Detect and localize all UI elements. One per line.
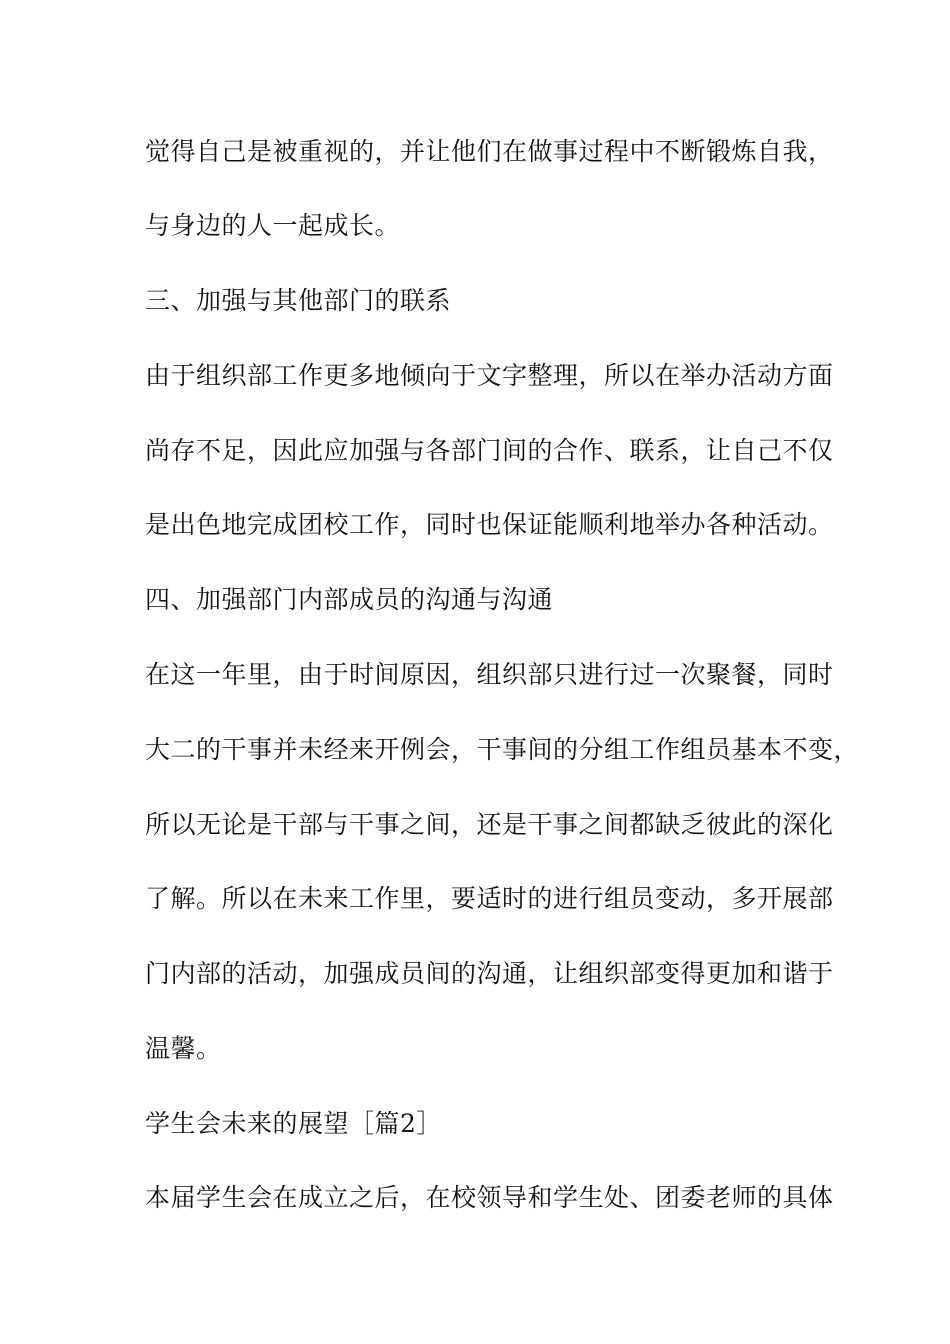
paragraph-line: 由于组织部工作更多地倾向于文字整理，所以在举办活动方面 xyxy=(145,361,834,390)
paragraph-line: 觉得自己是被重视的，并让他们在做事过程中不断锻炼自我， xyxy=(145,137,834,166)
paragraph-line: 在这一年里，由于时间原因，组织部只进行过一次聚餐，同时 xyxy=(145,660,834,689)
paragraph-line: 尚存不足，因此应加强与各部门间的合作、联系，让自己不仅 xyxy=(145,436,834,465)
paragraph-line: 了解。所以在未来工作里，要适时的进行组员变动，多开展部 xyxy=(145,884,834,913)
paragraph-line: 本届学生会在成立之后，在校领导和学生处、团委老师的具体 xyxy=(145,1183,834,1212)
section-heading: 四、加强部门内部成员的沟通与沟通 xyxy=(145,585,554,614)
paragraph-line: 门内部的活动，加强成员间的沟通，让组织部变得更加和谐于 xyxy=(145,959,834,988)
paragraph-line: 温馨。 xyxy=(145,1034,222,1063)
paragraph-line: 大二的干事并未经来开例会，干事间的分组工作组员基本不变， xyxy=(145,735,860,764)
paragraph-line: 所以无论是干部与干事之间，还是干事之间都缺乏彼此的深化 xyxy=(145,810,834,839)
paragraph-line: 是出色地完成团校工作，同时也保证能顺利地举办各种活动。 xyxy=(145,510,834,539)
paragraph-line: 与身边的人一起成长。 xyxy=(145,211,401,240)
section-heading: 学生会未来的展望［篇2］ xyxy=(145,1109,442,1138)
section-heading: 三、加强与其他部门的联系 xyxy=(145,286,452,315)
